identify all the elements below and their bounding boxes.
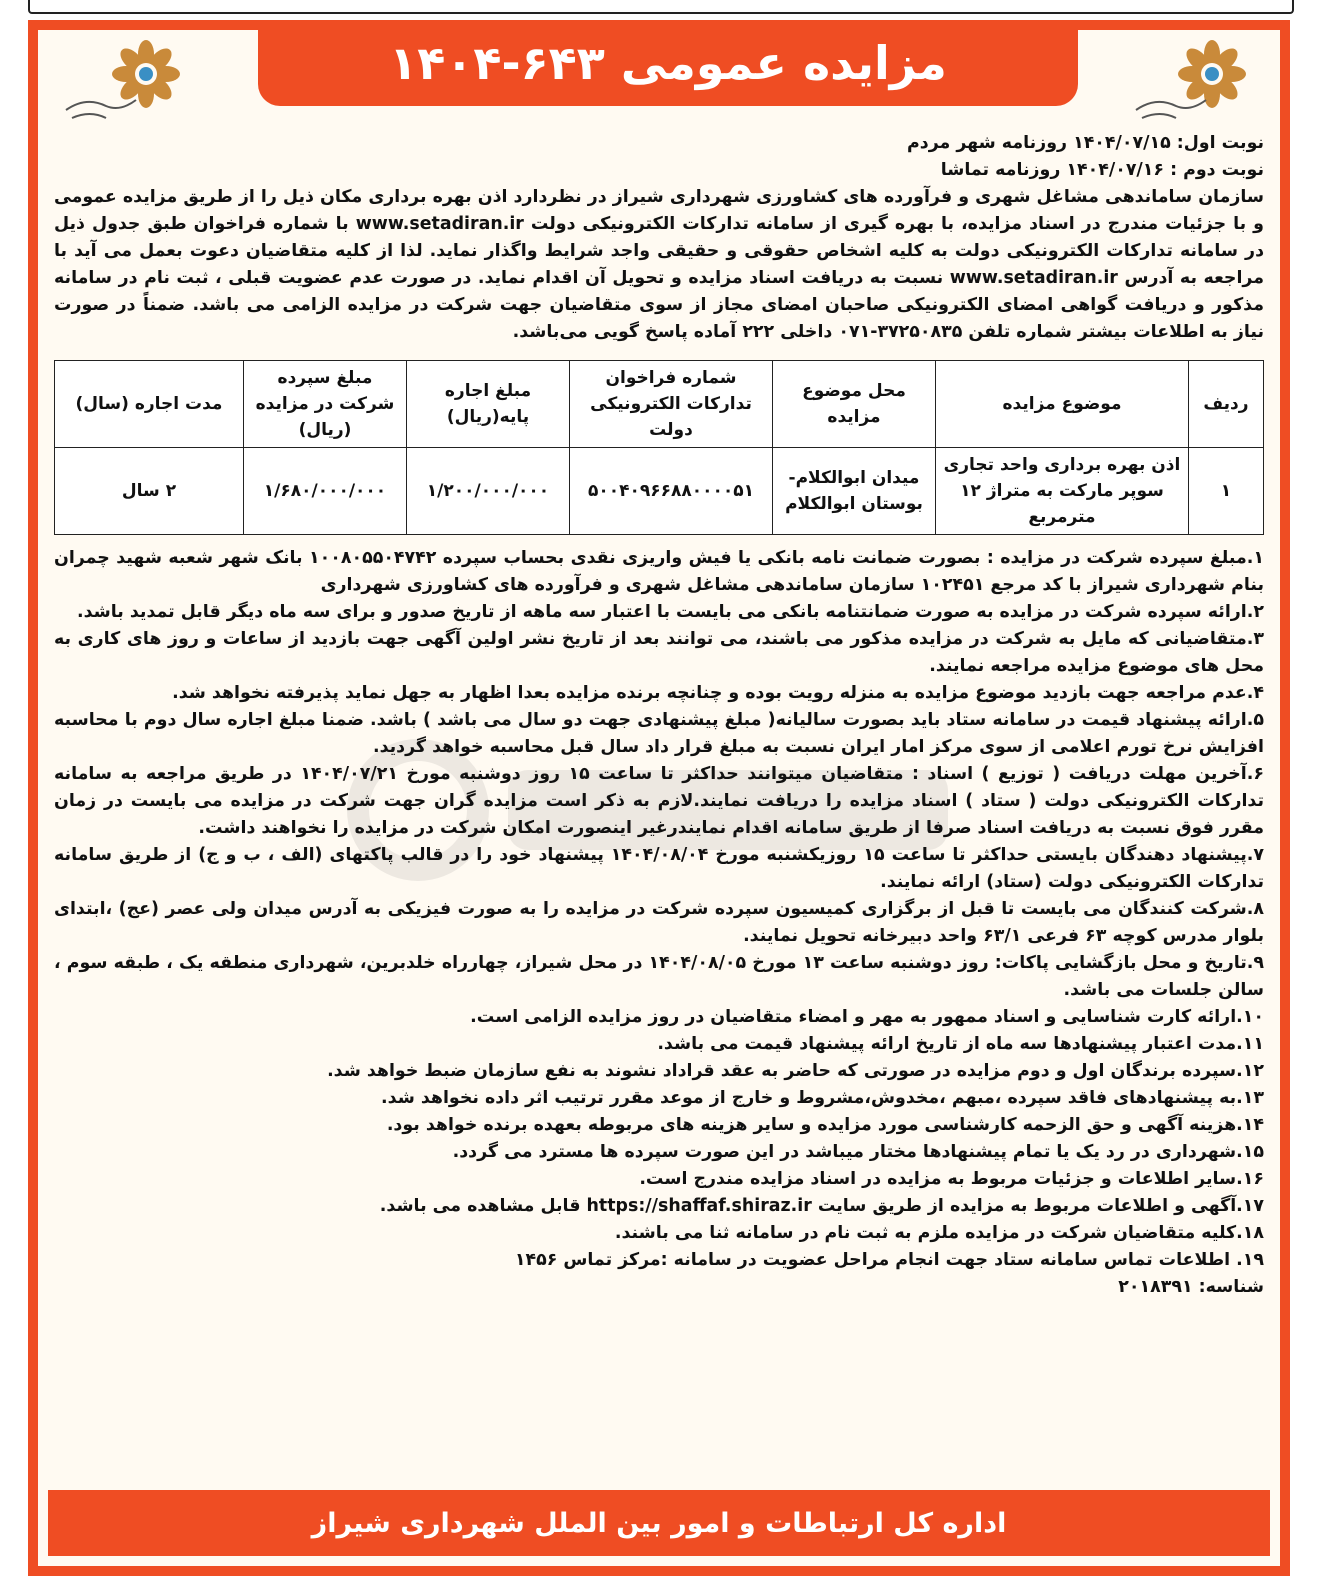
condition-10: ۱۰.ارائه کارت شناسایی و اسناد ممهور به مهر و امضاء متقاضیان در روز مزایده الزامی است. [470, 1007, 1264, 1027]
ad-body [38, 30, 1280, 1566]
auction-table [54, 360, 1264, 535]
cell-location: میدان ابوالکلام- بوستان ابوالکلام [773, 448, 936, 535]
col-header-location: محل موضوع مزایده [773, 361, 936, 448]
footer-banner [48, 1490, 1270, 1556]
condition-15: ۱۵.شهرداری در رد یک یا تمام پیشنهادها مختار میباشد در این صورت سپرده ها مسترد می گردد. [452, 1142, 1264, 1162]
cell-subject: اذن بهره برداری واحد تجاری سوپر مارکت به متراژ ۱۲ مترمربع [936, 448, 1189, 535]
condition-11: ۱۱.مدت اعتبار پیشنهادها سه ماه از تاریخ ارائه پیشنهاد قیمت می باشد. [657, 1034, 1264, 1054]
condition-18: ۱۸.کلیه متقاضیان شرکت در مزایده ملزم به ثبت نام در سامانه ثنا می باشند. [614, 1223, 1264, 1243]
ad-frame [28, 20, 1290, 1576]
condition-7: ۷.پیشنهاد دهندگان بایستی حداکثر تا ساعت ۱۵ روزیکشنبه مورخ ۱۴۰۴/۰۸/۰۴ پیشنهاد خود را در قالب پاکتهای (الف ، ب و ج) از طریق سامانه تدارکات الکترونیکی دولت (ستاد) ارائه نمایند. [54, 845, 1265, 892]
col-header-base-rent: مبلغ اجاره پایه(ریال) [407, 361, 570, 448]
footer-text: اداره کل ارتباطات و امور بین الملل شهرداری شیراز [311, 1507, 1007, 1539]
cell-tender-number: ۵۰۰۴۰۹۶۶۸۸۰۰۰۰۵۱ [570, 448, 773, 535]
ad-content [54, 130, 1264, 1301]
top-border-strip [28, 0, 1294, 14]
condition-17: ۱۷.آگهی و اطلاعات مربوط به مزایده از طریق سایت https://shaffaf.shiraz.ir قابل مشاهده می باشد. [379, 1196, 1264, 1216]
condition-14: ۱۴.هزینه آگهی و حق الزحمه کارشناسی مورد مزایده و سایر هزینه های مربوطه بعهده برنده خواهد بود. [386, 1115, 1264, 1135]
title-banner [258, 20, 1078, 106]
condition-5: ۵.ارائه پیشنهاد قیمت در سامانه ستاد باید بصورت سالیانه( مبلغ پیشنهادی جهت دو سال می باشد ) باشد. ضمنا مبلغ اجاره سال دوم با محاسبه افزایش نرخ تورم اعلامی از سوی مرکز امار ایران نسبت به مبلغ قرار داد سال قبل محاسبه خواهد گردید. [54, 710, 1264, 757]
condition-8: ۸.شرکت کنندگان می بایست تا قبل از برگزاری کمیسیون سپرده شرکت در مزایده را به صورت فیزیکی به آدرس میدان ولی عصر (عج) ،ابتدای بلوار مدرس کوچه ۶۳ فرعی ۶۳/۱ واحد دبیرخانه تحویل نمایند. [54, 899, 1264, 946]
condition-12: ۱۲.سپرده برندگان اول و دوم مزایده در صورتی که حاضر به عقد قراداد نشوند به نفع سازمان ضبط خواهد شد. [327, 1061, 1264, 1081]
cell-row-number: ۱ [1189, 448, 1264, 535]
cell-base-rent: ۱/۲۰۰/۰۰۰/۰۰۰ [407, 448, 570, 535]
shiraz-municipality-logo [1130, 36, 1260, 126]
condition-3: ۳.متقاضیانی که مایل به شرکت در مزایده مذکور می باشند، می توانند بعد از تاریخ نشر اولین آگهی جهت بازدید از ساعات و روز های کاری به محل های موضوع مزایده مراجعه نمایند. [54, 629, 1264, 676]
condition-19: ۱۹. اطلاعات تماس سامانه ستاد جهت انجام مراحل عضویت در سامانه :مرکز تماس ۱۴۵۶ [514, 1250, 1264, 1270]
condition-13: ۱۳.به پیشنهادهای فاقد سپرده ،مبهم ،مخدوش،مشروط و خارج از موعد مقرر ترتیب اثر داده نخواهد شد. [381, 1088, 1264, 1108]
notice-second: نوبت دوم : ۱۴۰۴/۰۷/۱۶ روزنامه تماشا [940, 160, 1264, 180]
col-header-deposit: مبلغ سپرده شرکت در مزایده (ریال) [244, 361, 407, 448]
col-header-row-number: ردیف [1189, 361, 1264, 448]
condition-2: ۲.ارائه سپرده شرکت در مزایده به صورت ضمانتنامه بانکی می بایست با اعتبار سه ماهه از تاریخ صدور و برای سه ماه دیگر قابل تمدید باشد. [77, 602, 1264, 622]
condition-9: ۹.تاریخ و محل بازگشایی پاکات: روز دوشنبه ساعت ۱۳ مورخ ۱۴۰۴/۰۸/۰۵ در محل شیراز، چهارراه خلدبرین، شهرداری منطقه یک ، طبقه سوم ، سالن جلسات می باشد. [54, 953, 1264, 1000]
table-row [55, 448, 1264, 535]
col-header-lease-term: مدت اجاره (سال) [55, 361, 244, 448]
condition-16: ۱۶.سایر اطلاعات و جزئیات مربوط به مزایده در اسناد مزایده مندرج است. [639, 1169, 1264, 1189]
shiraz-municipality-logo [58, 36, 188, 126]
cell-lease-term: ۲ سال [55, 448, 244, 535]
condition-4: ۴.عدم مراجعه جهت بازدید موضوع مزایده به منزله رویت بوده و چنانچه برنده مزایده بعدا اظهار به جهل نماید پذیرفته نخواهد شد. [172, 683, 1264, 703]
condition-1: ۱.مبلغ سپرده شرکت در مزایده : بصورت ضمانت نامه بانکی یا فیش واریزی نقدی بحساب سپرده ۱۰۰۸۰۵۵۰۴۷۴۲ بانک شهر شعبه شهید چمران بنام شهرداری شیراز با کد مرجع ۱۰۲۴۵۱ سازمان ساماندهی مشاغل شهری و فرآورده های کشاورزی شهرداری [54, 548, 1264, 595]
condition-6: ۶.آخرین مهلت دریافت ( توزیع ) اسناد : متقاضیان میتوانند حداکثر تا ساعت ۱۵ روز دوشنبه مورخ ۱۴۰۴/۰۷/۲۱ در طریق مراجعه به سامانه تدارکات الکترونیکی دولت ( ستاد ) اسناد مزایده را دریافت نمایند.لازم به ذکر است مزایده گران جهت شرکت در مزایده می بایست در زمان مقرر فوق نسبت به دریافت اسناد صرفا از طریق سامانه اقدام نمایندرغیر اینصورت امکان شرکت در مزایده را نخواهند داشت. [54, 764, 1264, 838]
col-header-tender-number: شماره فراخوان تدارکات الکترونیکی دولت [570, 361, 773, 448]
col-header-subject: موضوع مزایده [936, 361, 1189, 448]
table-header-row [55, 361, 1264, 448]
intro-paragraph: سازمان ساماندهی مشاغل شهری و فرآورده های کشاورزی شهرداری شیراز در نظردارد اذن بهره برداری مکان ذیل را از طریق مزایده عمومی و با جزئیات مندرج در اسناد مزایده، با بهره گیری از سامانه تدارکات الکترونیکی دولت www.setadiran.ir با شماره فراخوان طبق جدول ذیل در سامانه تدارکات الکترونیکی دولت به کلیه اشخاص حقوقی و حقیقی واجد شرایط واگذار نماید. لذا از کلیه متقاضیان دعوت بعمل می آید با مراجعه به آدرس www.setadiran.ir نسبت به دریافت اسناد مزایده و تحویل آن اقدام نماید. در صورت عدم عضویت قبلی ، ثبت نام در سامانه مذکور و دریافت گواهی امضای الکترونیکی صاحبان امضای مجاز از سوی متقاضیان جهت شرکت در مزایده الزامی می باشد. ضمناً در صورت نیاز به اطلاعات بیشتر شماره تلفن ۳۷۲۵۰۸۳۵-۰۷۱ داخلی ۲۲۲ آماده پاسخ گویی می‌باشد. [54, 187, 1264, 342]
ad-id: شناسه: ۲۰۱۸۳۹۱ [1118, 1277, 1264, 1297]
cell-deposit: ۱/۶۸۰/۰۰۰/۰۰۰ [244, 448, 407, 535]
notice-first: نوبت اول: ۱۴۰۴/۰۷/۱۵ روزنامه شهر مردم [907, 133, 1264, 153]
ad-title: مزایده عمومی ۶۴۳-۱۴۰۴ [389, 36, 947, 90]
